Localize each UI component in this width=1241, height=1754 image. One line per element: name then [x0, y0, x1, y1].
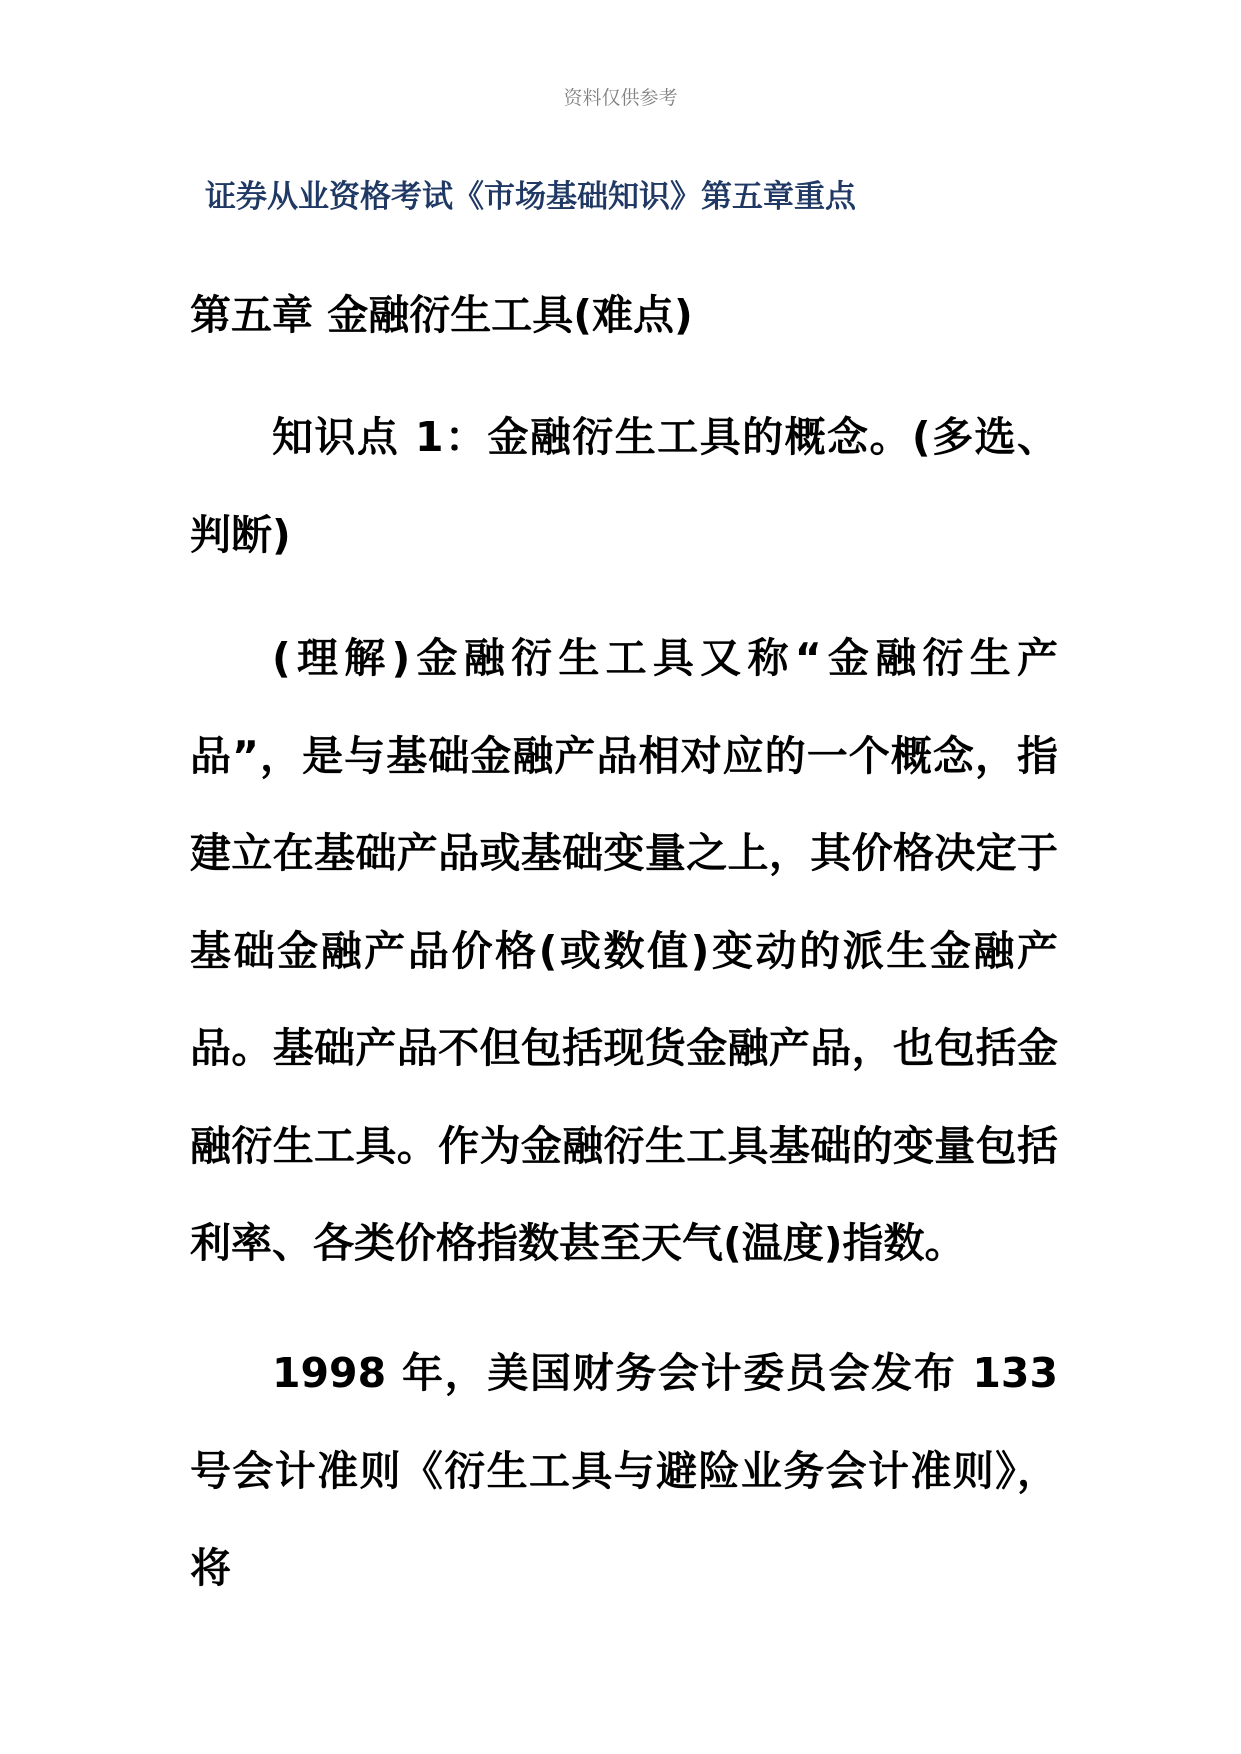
chapter-heading: 第五章 金融衍生工具(难点)	[190, 291, 693, 339]
knowledge-point-heading: 知识点 1：金融衍生工具的概念。(多选、判断)	[190, 413, 1058, 559]
body-paragraph-fasb: 1998 年，美国财务会计委员会发布 133 号会计准则《衍生工具与避险业务会计准则》，将	[190, 1349, 1058, 1592]
document-title: 证券从业资格考试《市场基础知识》第五章重点	[205, 179, 856, 215]
header-note: 资料仅供参考	[563, 87, 678, 109]
body-paragraph-definition: (理解)金融衍生工具又称“金融衍生产品”，是与基础金融产品相对应的一个概念，指建立在基础产品或基础变量之上，其价格决定于基础金融产品价格(或数值)变动的派生金融产品。基础产品不但包括现货金融产品，也包括金融衍生工具。作为金融衍生工具基础的变量包括利率、各类价格指数甚至天气(温度)指数。	[190, 634, 1058, 1267]
